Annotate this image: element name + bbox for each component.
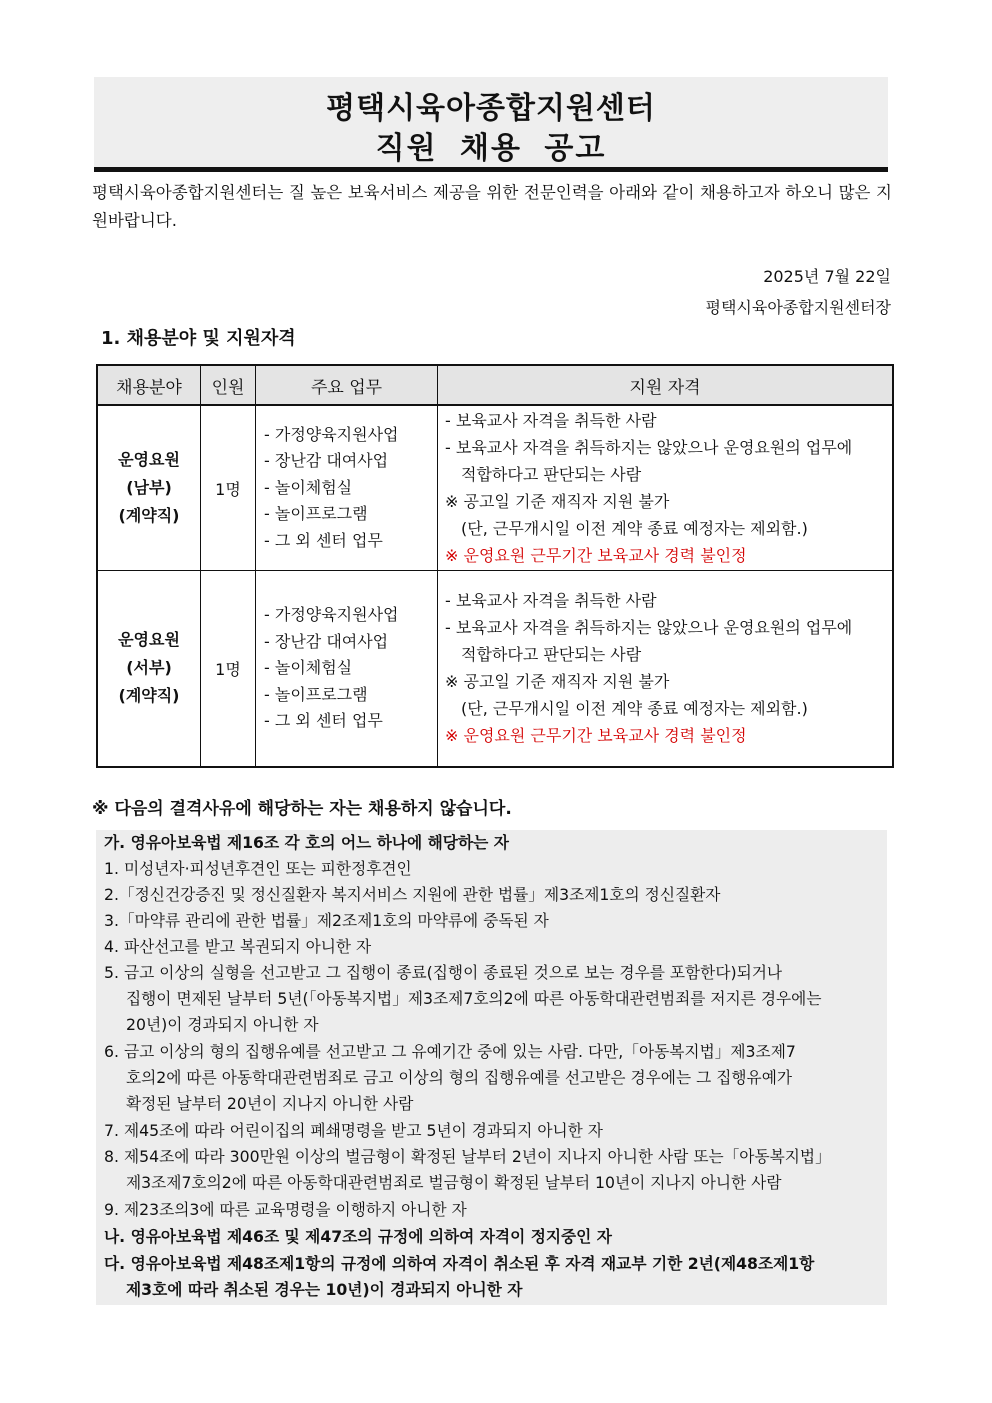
list-item-continued: 호의2에 따른 아동학대관련범죄로 금고 이상의 형의 집행유예를 선고받은 경우에는 그 집행유예가 [126, 1068, 793, 1087]
qualification-line: - 보육교사 자격을 취득하지는 않았으나 운영요원의 업무에 [445, 618, 853, 638]
notice-date: 2025년 7월 22일 [763, 267, 891, 286]
page-subtitle: 직원 채용 공고 [375, 131, 607, 166]
list-heading: 다. 영유아보육법 제48조제1항의 규정에 의하여 자격이 취소된 후 자격 재교부 기한 2년(제48조제1항 [104, 1254, 815, 1273]
duty-item: - 놀이프로그램 [264, 504, 368, 524]
recruitment-table [96, 364, 894, 768]
duties-cell [256, 571, 438, 767]
count-cell: 1명 [201, 405, 256, 571]
qualifications-cell [438, 405, 894, 571]
section-title: 1. 채용분야 및 지원자격 [101, 328, 296, 349]
qualification-line: 적합하다고 판단되는 사람 [461, 645, 642, 665]
duties-cell [256, 405, 438, 571]
list-item-continued: 제3조제7호의2에 따른 아동학대관련범죄로 벌금형이 확정된 날부터 10년이 지나지 아니한 사람 [126, 1173, 782, 1192]
disqualification-box [96, 830, 887, 1305]
list-item: 6. 금고 이상의 형의 집행유예를 선고받고 그 유예기간 중에 있는 사람. 다만,「아동복지법」제3조제7 [104, 1042, 796, 1061]
table-row [97, 571, 893, 767]
column-header: 주요 업무 [256, 365, 438, 405]
qualification-line: 적합하다고 판단되는 사람 [461, 465, 642, 484]
column-header: 인원 [201, 365, 256, 405]
page-title: 평택시육아종합지원센터 [326, 91, 656, 126]
field-cell [97, 571, 201, 767]
field-cell [97, 405, 201, 571]
duty-item: - 놀이체험실 [264, 658, 353, 677]
list-item: 5. 금고 이상의 실형을 선고받고 그 집행이 종료(집행이 종료된 것으로 보는 경우를 포함한다)되거나 [104, 963, 783, 982]
intro-paragraph: 평택시육아종합지원센터는 질 높은 보육서비스 제공을 위한 전문인력을 아래와 같이 채용하고자 하오니 많은 지원바랍니다. [92, 183, 892, 230]
duty-item: - 그 외 센터 업무 [264, 711, 383, 730]
field-line: (서부) [126, 658, 172, 678]
list-heading: 나. 영유아보육법 제46조 및 제47조의 규정에 의하여 자격이 정지중인 자 [104, 1227, 612, 1246]
list-item-continued: 20년)이 경과되지 아니한 자 [126, 1015, 319, 1034]
list-item: 2.「정신건강증진 및 정신질환자 복지서비스 지원에 관한 법률」제3조제1호의 정신질환자 [104, 885, 721, 904]
duty-item: - 놀이프로그램 [264, 684, 368, 704]
list-heading: 가. 영유아보육법 제16조 각 호의 어느 하나에 해당하는 자 [104, 833, 509, 852]
column-header: 지원 자격 [438, 365, 894, 405]
list-item: 4. 파산선고를 받고 복권되지 아니한 자 [104, 937, 372, 956]
qualifications-cell [438, 571, 894, 767]
duty-item: - 놀이체험실 [264, 477, 353, 497]
duty-item: - 그 외 센터 업무 [264, 530, 383, 550]
duty-item: - 가정양육지원사업 [264, 424, 399, 444]
title-box [94, 77, 888, 172]
field-line: (남부) [126, 478, 172, 497]
qualification-line: (단, 근무개시일 이전 계약 종료 예정자는 제외함.) [461, 699, 808, 719]
table-row [97, 405, 893, 571]
field-line: (계약직) [118, 506, 180, 525]
list-heading-continued: 제3호에 따라 취소된 경우는 10년)이 경과되지 아니한 자 [126, 1280, 523, 1299]
qualification-warning: ※ 운영요원 근무기간 보육교사 경력 불인정 [445, 726, 747, 746]
signer: 평택시육아종합지원센터장 [705, 298, 891, 317]
field-line: (계약직) [118, 686, 180, 706]
column-header: 채용분야 [97, 365, 201, 405]
list-item: 9. 제23조의3에 따른 교육명령을 이행하지 아니한 자 [104, 1200, 467, 1219]
field-line: 운영요원 [118, 630, 180, 650]
qualification-warning: ※ 운영요원 근무기간 보육교사 경력 불인정 [445, 546, 747, 565]
table-header-row [97, 365, 893, 405]
list-item: 1. 미성년자·피성년후견인 또는 피한정후견인 [104, 859, 412, 878]
duty-item: - 장난감 대여사업 [264, 631, 389, 651]
disqualification-notice-title: ※ 다음의 결격사유에 해당하는 자는 채용하지 않습니다. [92, 799, 512, 819]
count-cell: 1명 [201, 571, 256, 767]
list-item: 8. 제54조에 따라 300만원 이상의 벌금형이 확정된 날부터 2년이 지나지 아니한 사람 또는「아동복지법」 [104, 1147, 831, 1166]
qualification-line: ※ 공고일 기준 재직자 지원 불가 [445, 492, 670, 511]
duty-item: - 가정양육지원사업 [264, 605, 399, 624]
qualification-line: (단, 근무개시일 이전 계약 종료 예정자는 제외함.) [461, 519, 808, 538]
qualification-line: - 보육교사 자격을 취득하지는 않았으나 운영요원의 업무에 [445, 438, 853, 457]
field-line: 운영요원 [118, 450, 180, 469]
list-item: 7. 제45조에 따라 어린이집의 폐쇄명령을 받고 5년이 경과되지 아니한 자 [104, 1121, 603, 1140]
list-item-continued: 확정된 날부터 20년이 지나지 아니한 사람 [126, 1094, 414, 1113]
duty-item: - 장난감 대여사업 [264, 451, 389, 471]
qualification-line: - 보육교사 자격을 취득한 사람 [445, 411, 657, 430]
qualification-line: - 보육교사 자격을 취득한 사람 [445, 591, 657, 611]
qualification-line: ※ 공고일 기준 재직자 지원 불가 [445, 672, 670, 692]
list-item: 3.「마약류 관리에 관한 법률」제2조제1호의 마약류에 중독된 자 [104, 911, 549, 930]
list-item-continued: 집행이 면제된 날부터 5년(「아동복지법」제3조제7호의2에 따른 아동학대관련범죄를 저지른 경우에는 [126, 989, 822, 1008]
